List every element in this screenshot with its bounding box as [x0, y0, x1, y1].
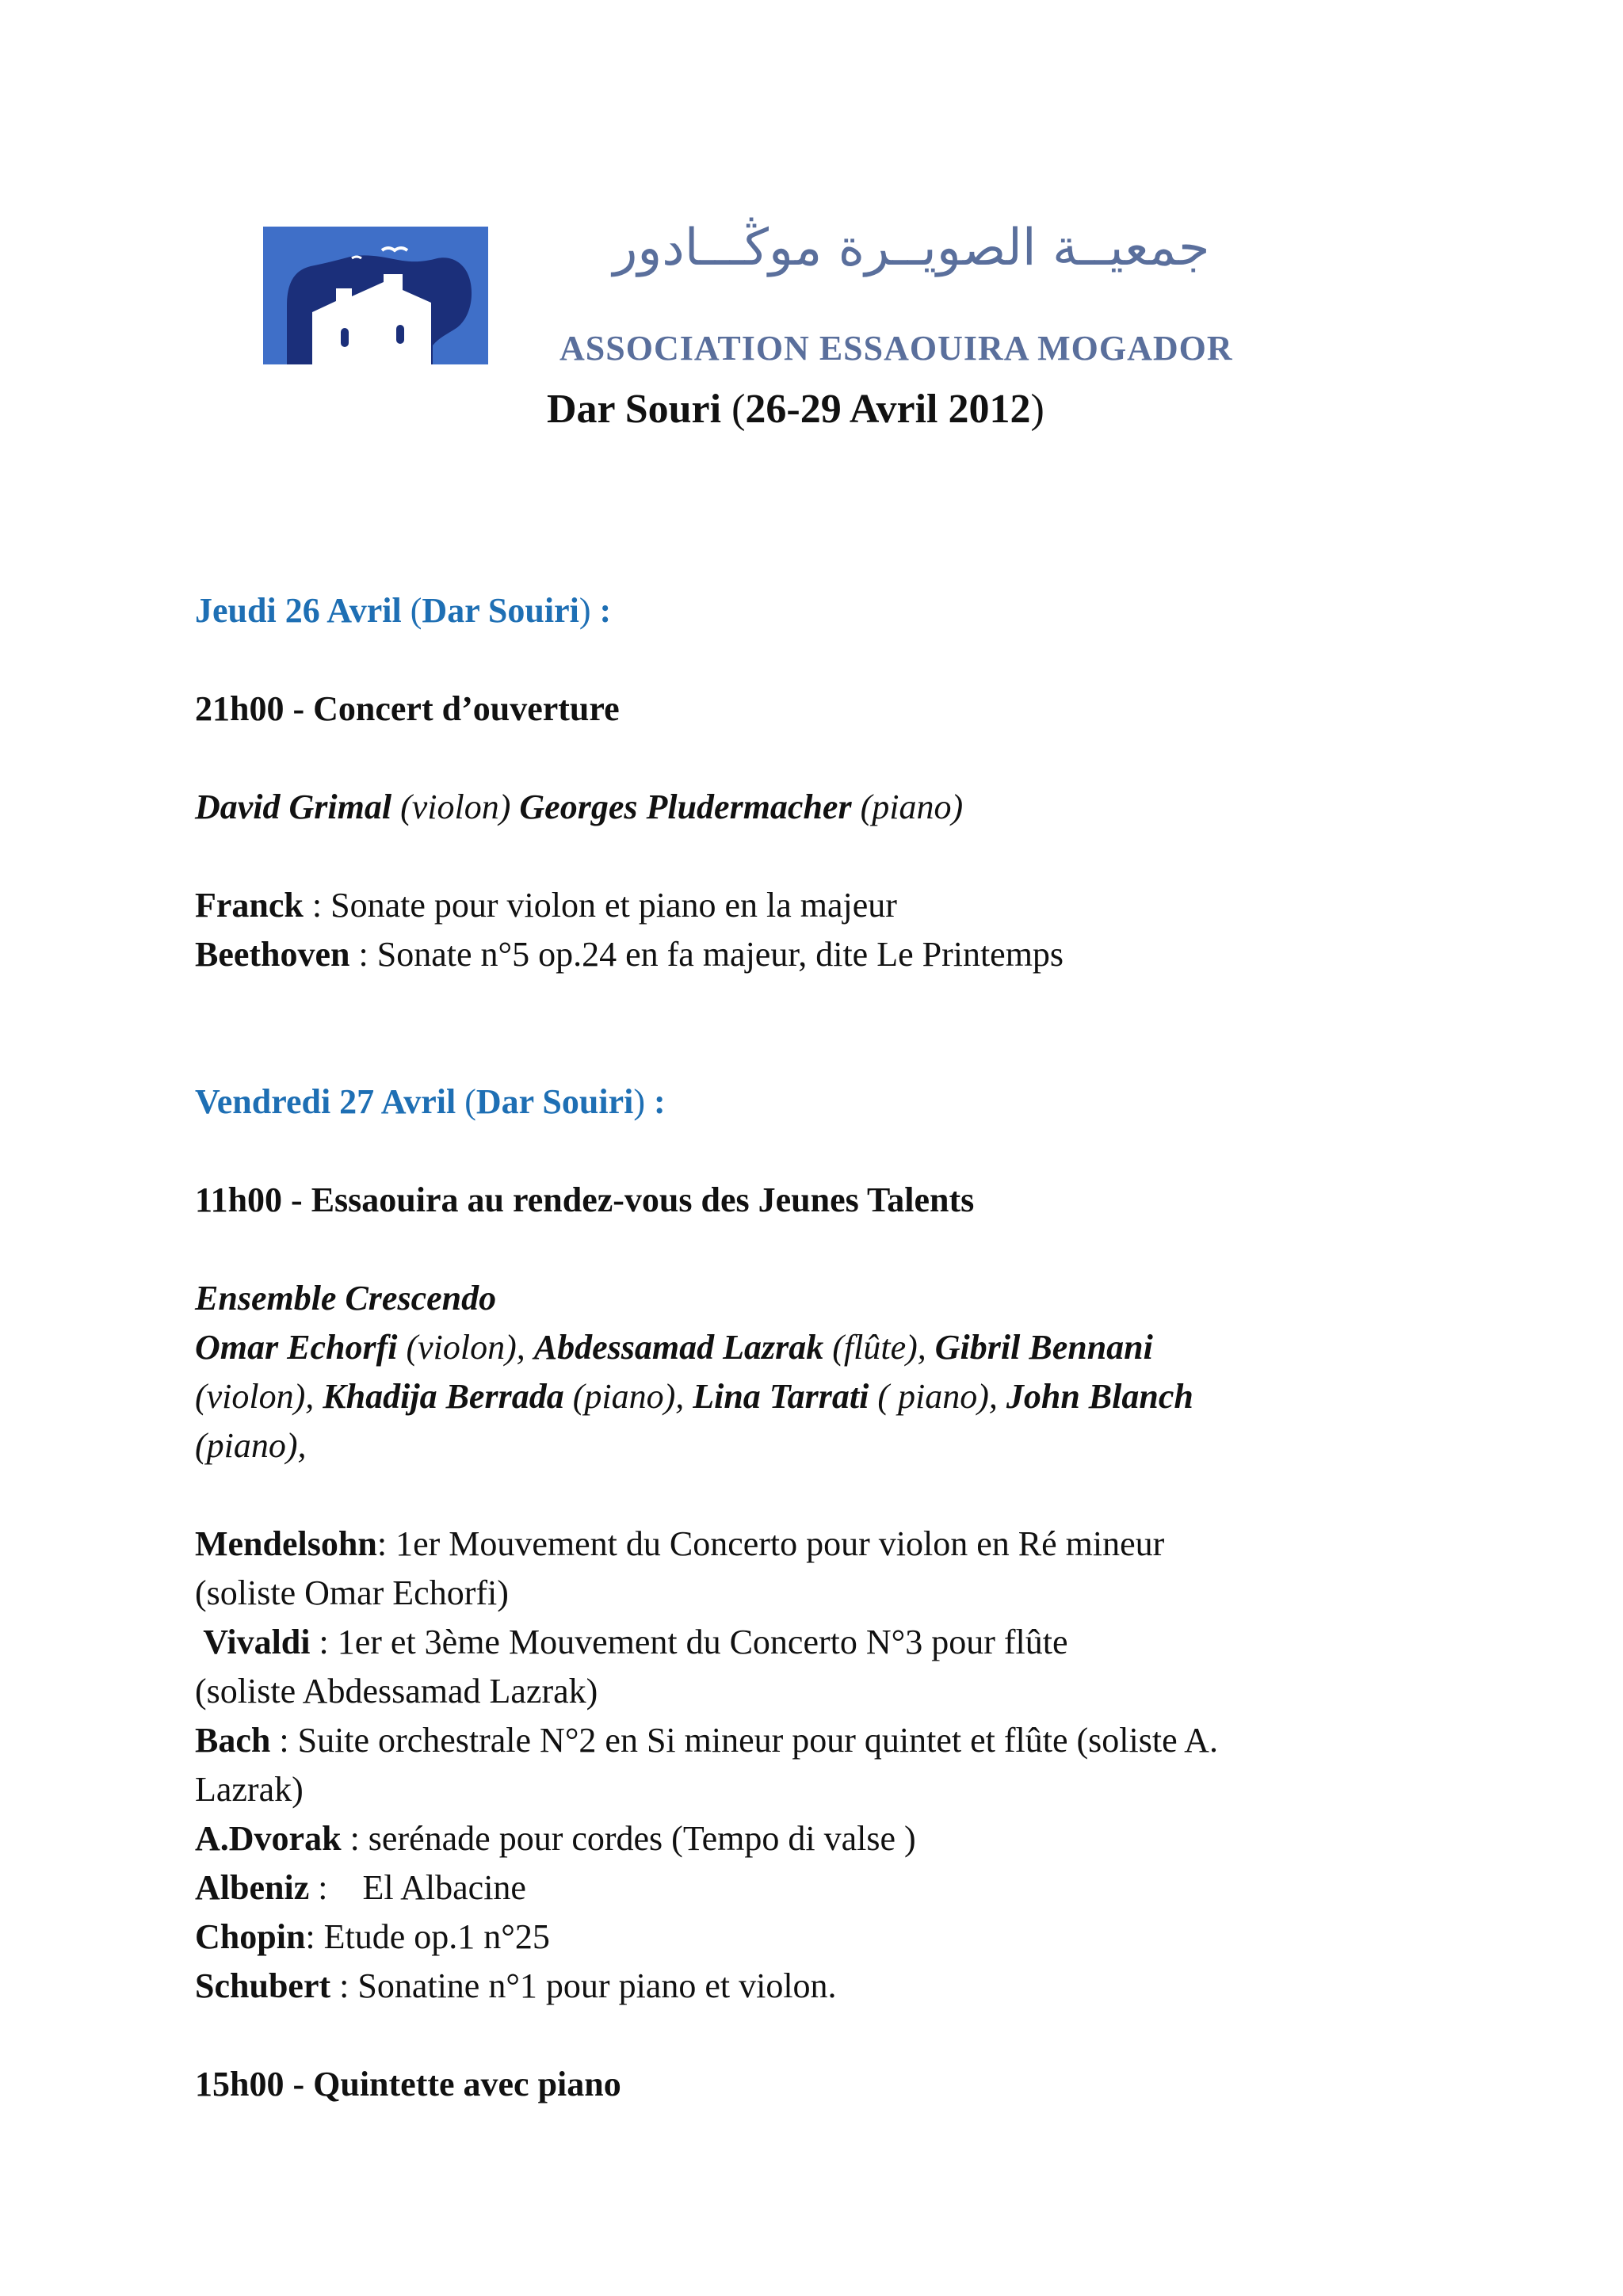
separator: :: [303, 886, 331, 925]
time-slot-quintette: 15h00 - Quintette avec piano: [195, 2065, 621, 2103]
day-heading-tail: :: [590, 591, 612, 630]
day-heading-text: Vendredi 27 Avril: [195, 1082, 465, 1121]
day-heading-paren-close: ): [633, 1082, 645, 1121]
program-item: [195, 1913, 550, 1962]
program-item: [195, 1863, 526, 1913]
work-title: Lazrak): [195, 1770, 304, 1809]
performer-name: Khadija Berrada: [323, 1377, 564, 1416]
composer-name: Schubert: [195, 1966, 331, 2005]
performer-role: (violon),: [397, 1328, 534, 1367]
separator: :: [376, 1524, 396, 1563]
composer-name: A.Dvorak: [195, 1819, 342, 1858]
performer-name: Gibril Bennani: [934, 1328, 1153, 1367]
work-title: 1er Mouvement du Concerto pour violon en Ré mineur: [395, 1524, 1165, 1563]
work-title: Suite orchestrale N°2 en Si mineur pour quintet et flûte (soliste A.: [297, 1721, 1218, 1760]
performer-role: (flûte),: [823, 1328, 935, 1367]
program-item: [195, 1962, 837, 2011]
essaouira-fortress-logo-icon: [263, 227, 488, 364]
title-paren-close: ): [1030, 387, 1044, 432]
performer-role: (violon): [391, 788, 520, 826]
title-paren-open: (: [731, 387, 746, 432]
day-heading-tail: :: [644, 1082, 666, 1121]
work-title: Sonate n°5 op.24 en fa majeur, dite Le Printemps: [376, 935, 1064, 974]
performer-name: Georges Pludermacher: [519, 788, 852, 826]
performer-role: ( piano),: [869, 1377, 1006, 1416]
performer-name: Abdessamad Lazrak: [533, 1328, 824, 1367]
day-heading-paren-open: (: [464, 1082, 476, 1121]
title-text: Dar Souri: [547, 387, 732, 432]
work-title: (soliste Omar Echorfi): [195, 1573, 509, 1612]
separator: :: [330, 1966, 358, 2005]
program-item: [195, 1569, 509, 1618]
performer-name: John Blanch: [1006, 1377, 1193, 1416]
performer-role: (violon),: [195, 1377, 323, 1416]
time-slot-concert-ouverture: 21h00 - Concert d’ouverture: [195, 689, 620, 728]
performers-line: [195, 1421, 307, 1470]
separator: :: [309, 1868, 363, 1907]
separator: :: [349, 935, 377, 974]
time-slot-jeunes-talents: 11h00 - Essaouira au rendez-vous des Jeunes Talents: [195, 1180, 975, 1219]
day-heading-paren-open: (: [410, 591, 422, 630]
work-title: Etude op.1 n°25: [323, 1917, 550, 1956]
work-title: (soliste Abdessamad Lazrak): [195, 1672, 598, 1711]
performer-role: (piano),: [195, 1426, 307, 1465]
program-item: [195, 930, 1064, 979]
performer-role: (piano),: [563, 1377, 693, 1416]
work-title: Sonate pour violon et piano en la majeur: [330, 886, 897, 925]
title-dates: 26-29 Avril 2012: [745, 387, 1031, 432]
program-item: [195, 881, 897, 930]
ensemble-name: [195, 1274, 496, 1323]
separator: :: [305, 1917, 324, 1956]
performer-name: David Grimal: [195, 788, 392, 826]
composer-name: Chopin: [195, 1917, 306, 1956]
day-heading-paren-close: ): [579, 591, 591, 630]
work-title: El Albacine: [362, 1868, 526, 1907]
performers-line: [195, 783, 963, 832]
work-title: Sonatine n°1 pour piano et violon.: [357, 1966, 837, 2005]
day-heading-vendredi: [195, 1077, 666, 1127]
performers-line: [195, 1323, 1153, 1372]
program-item: [195, 1667, 598, 1716]
performer-role: (piano): [851, 788, 964, 826]
ensemble-title: Ensemble Crescendo: [195, 1279, 497, 1318]
program-item: [195, 1716, 1218, 1765]
composer-name: Albeniz: [195, 1868, 310, 1907]
performer-name: Omar Echorfi: [195, 1328, 398, 1367]
association-name: ASSOCIATION ESSAOUIRA MOGADOR: [559, 329, 1233, 368]
separator: :: [310, 1623, 338, 1661]
association-arabic-name: جمعيــة الصويــرة موڭـــادور: [613, 219, 1210, 277]
program-item: [195, 1765, 304, 1814]
work-title: serénade pour cordes (Tempo di valse ): [368, 1819, 916, 1858]
document-title: [547, 385, 1044, 434]
composer-name: Vivaldi: [195, 1623, 311, 1661]
work-title: 1er et 3ème Mouvement du Concerto N°3 pour flûte: [337, 1623, 1068, 1661]
program-item: [195, 1520, 1164, 1569]
composer-name: Beethoven: [195, 935, 350, 974]
day-heading-text: Jeudi 26 Avril: [195, 591, 411, 630]
composer-name: Mendelsohn: [195, 1524, 377, 1563]
performer-name: Lina Tarrati: [693, 1377, 869, 1416]
day-heading-venue: Dar Souiri: [475, 1082, 634, 1121]
day-heading-venue: Dar Souiri: [422, 591, 579, 630]
separator: :: [270, 1721, 298, 1760]
program-item: [195, 1618, 1068, 1667]
composer-name: Bach: [195, 1721, 271, 1760]
program-item: [195, 1814, 916, 1863]
day-heading-jeudi: [195, 586, 611, 635]
separator: :: [341, 1819, 369, 1858]
performers-line: [195, 1372, 1193, 1421]
composer-name: Franck: [195, 886, 304, 925]
